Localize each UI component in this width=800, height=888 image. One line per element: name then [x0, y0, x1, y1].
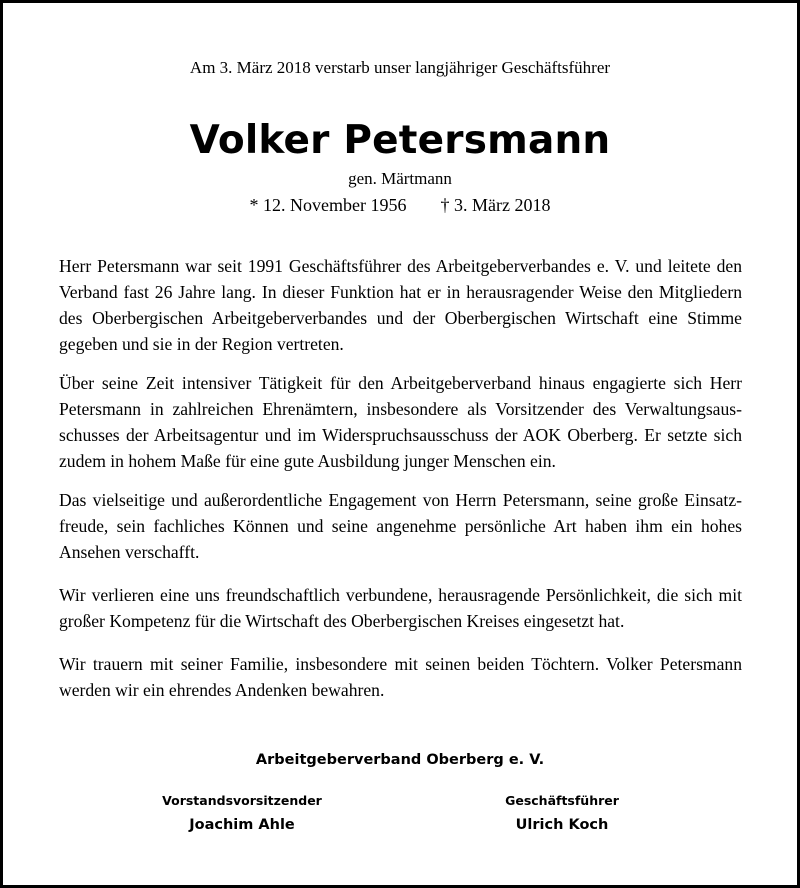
- alias-line: gen. Märtmann: [348, 169, 452, 188]
- life-dates: [0, 193, 800, 217]
- signatory-left: [92, 791, 392, 836]
- signatory-role: Vorstandsvorsitzender: [162, 793, 322, 808]
- deceased-name: Volker Petersmann: [189, 118, 611, 163]
- signatory-name: Ulrich Koch: [515, 817, 609, 833]
- paragraph-engagement: Das vielseitige und außerordentliche Engagement von Herrn Petersmann, seine große Einsatzfreude, sein fachliches Können und seine angenehme persönliche Art haben ihm ein hohes Ansehen verschafft.: [59, 490, 742, 562]
- paragraph-career: Herr Petersmann war seit 1991 Geschäftsführer des Arbeitgeberverbandes e. V. und leitete den Verband fast 26 Jahre lang. In dieser Funktion hat er in herausragender Weise den Mitgliedern des Oberbergischen Arbeitgeberverbandes und der Oberbergischen Wirtschaft eine Stimme gegeben und sie in der Region vertreten.: [59, 256, 742, 354]
- intro-line: Am 3. März 2018 verstarb unser langjähriger Geschäftsführer: [189, 58, 611, 77]
- death-date: † 3. März 2018: [440, 195, 551, 215]
- paragraph-honorary-posts: Über seine Zeit intensiver Tätigkeit für den Arbeitgeberverband hinaus engagierte sich Herr Petersmann in zahlreichen Ehrenämtern, insbesondere als Vorsitzender des Verwaltungsausschusses der Arbeitsagentur und im Widerspruchsausschuss der AOK Oberberg. Er setzte sich zudem in hohem Maße für eine gute Ausbildung junger Menschen ein.: [59, 373, 742, 471]
- signatory-name: Joachim Ahle: [189, 817, 295, 833]
- paragraph-loss: Wir verlieren eine uns freundschaftlich verbundene, herausragende Persönlichkeit, die sich mit großer Kompetenz für die Wirtschaft des Oberbergischen Kreises eingesetzt hat.: [59, 585, 742, 631]
- signatory-role: Geschäftsführer: [505, 793, 619, 808]
- paragraph-mourning: Wir trauern mit seiner Familie, insbesondere mit seinen beiden Töchtern. Volker Petersmann werden wir ein ehrendes Andenken bewahren.: [59, 654, 742, 700]
- birth-date: * 12. November 1956: [249, 195, 407, 215]
- organization-name: Arbeitgeberverband Oberberg e. V.: [255, 752, 545, 768]
- signatory-right: [412, 791, 712, 836]
